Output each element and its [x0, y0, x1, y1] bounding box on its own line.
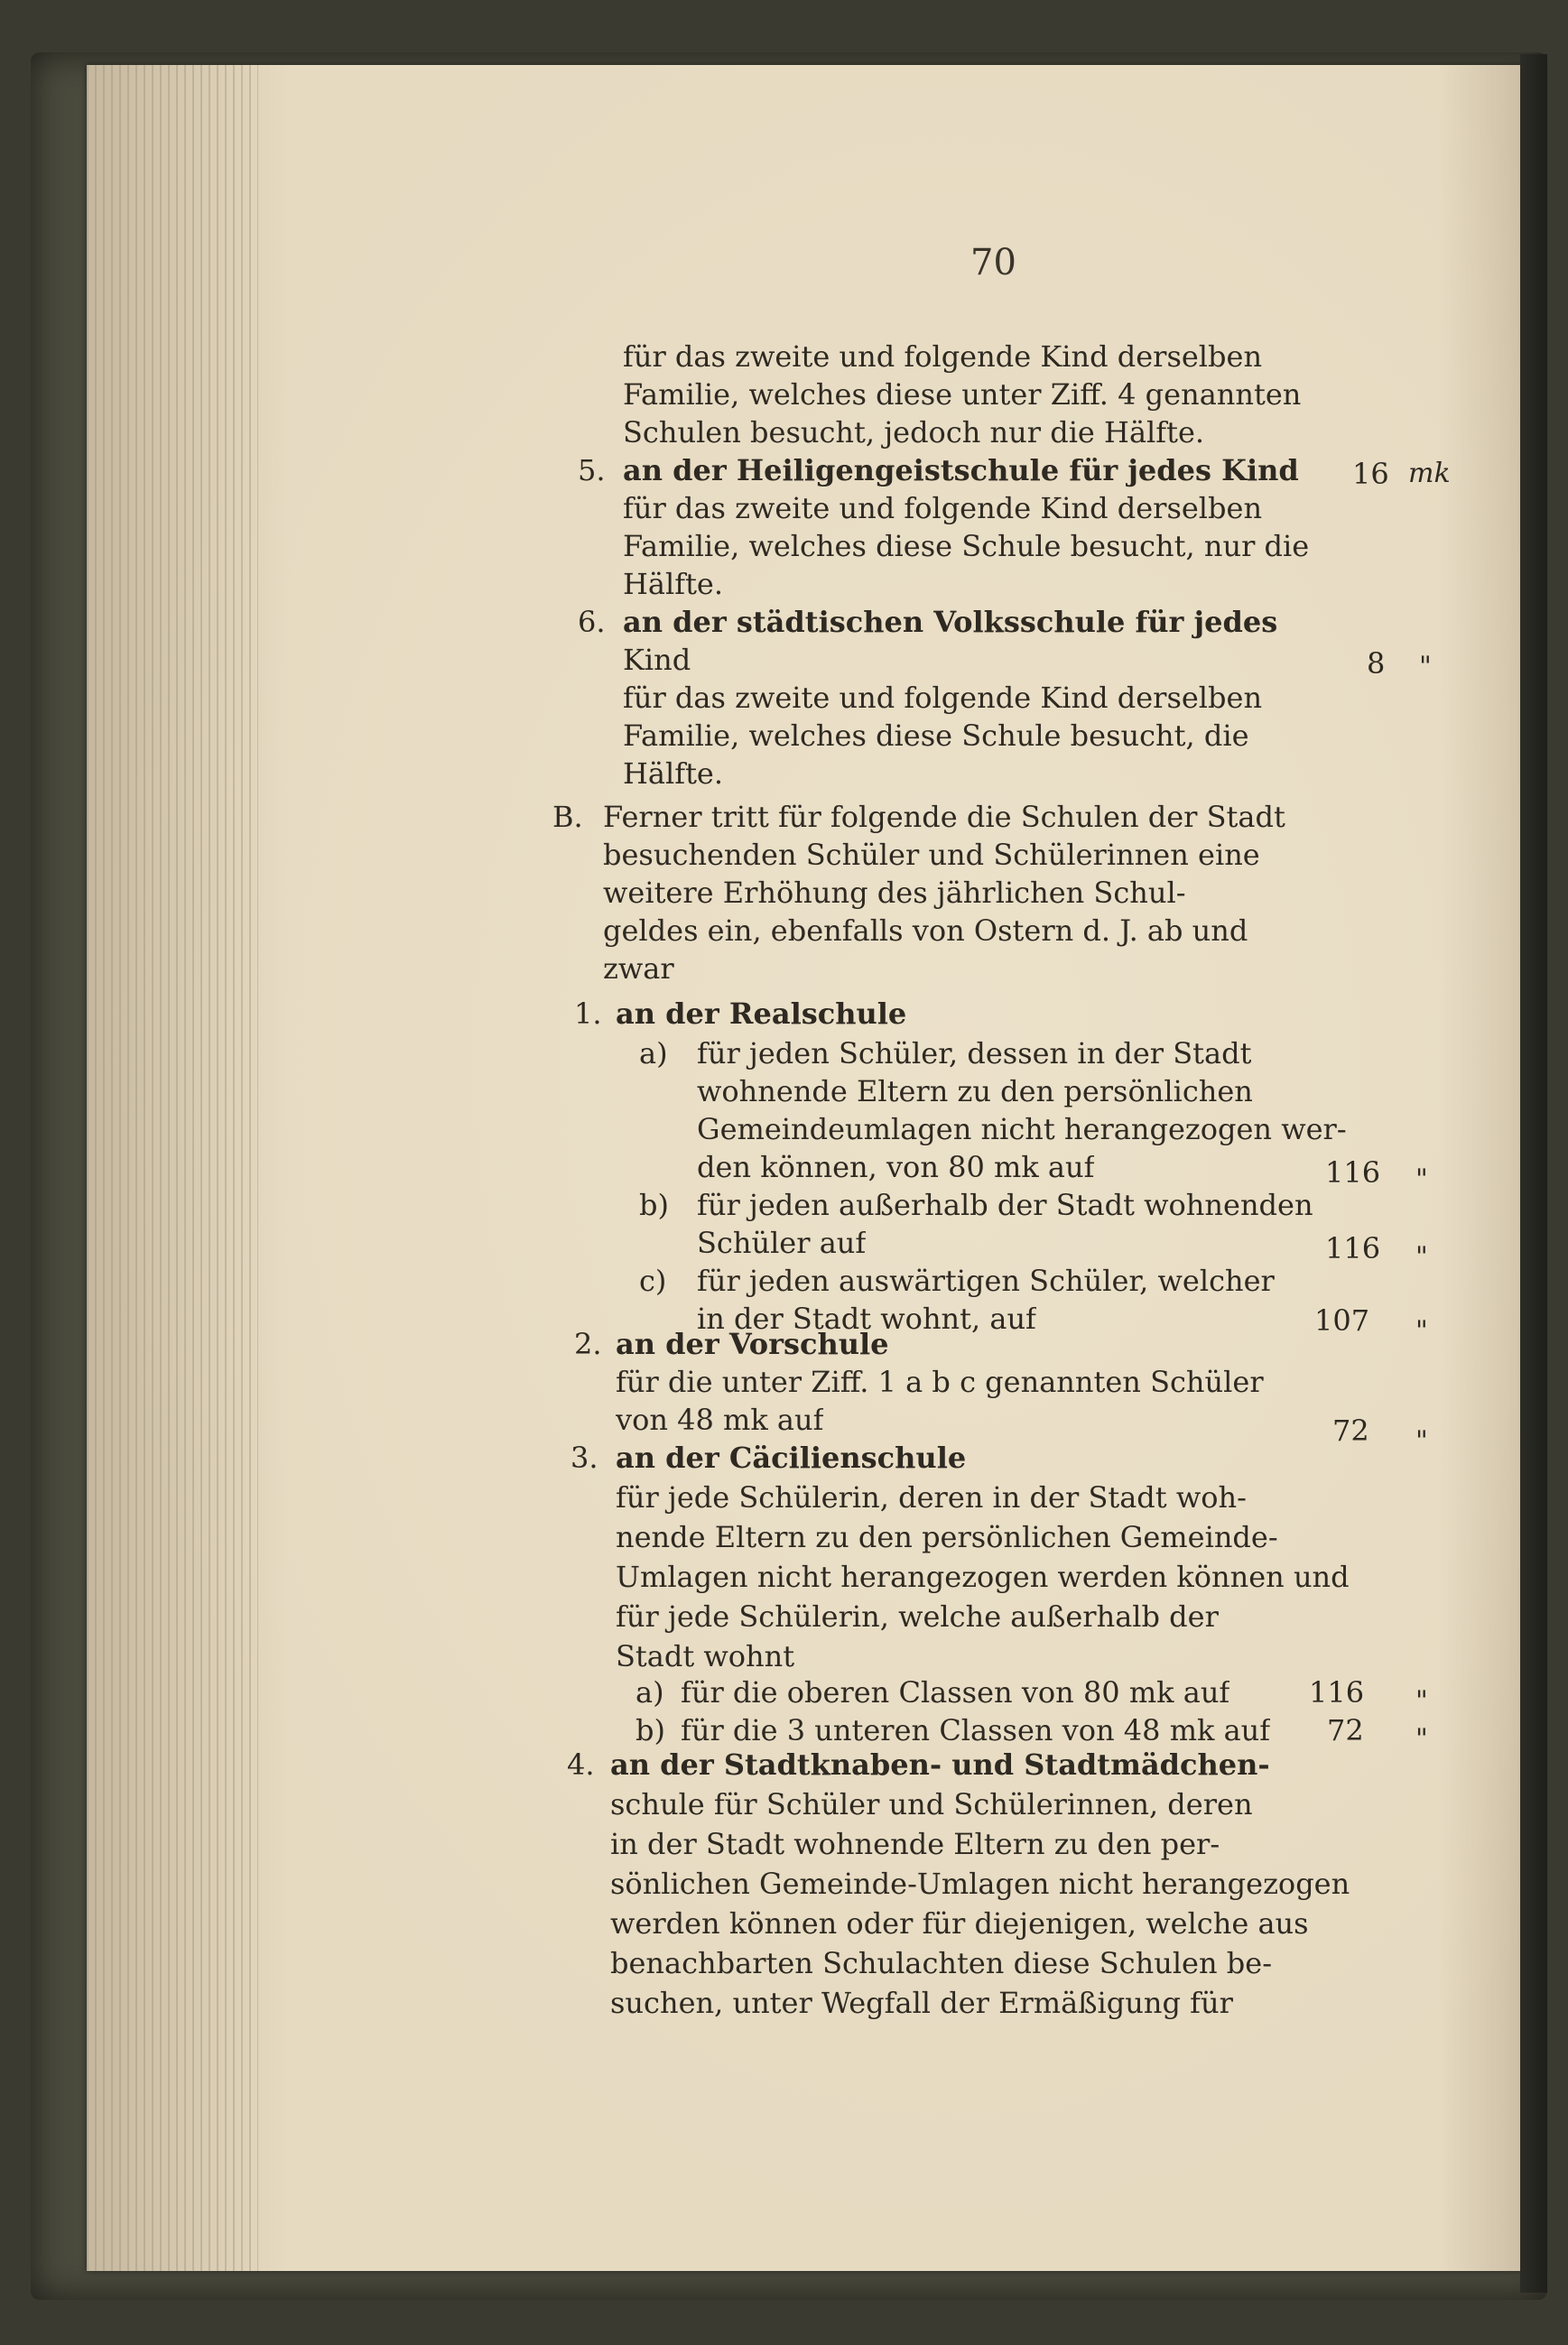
text-line: werden können oder für diejenigen, welche aus [610, 1906, 1309, 1941]
currency-mark: mk [1408, 458, 1451, 489]
item-number: 2. [574, 1327, 602, 1361]
ditto-mark: " [1415, 1163, 1428, 1195]
text-line: für jede Schülerin, deren in der Stadt woh- [616, 1480, 1247, 1515]
text-line-heading: an der Vorschule [616, 1327, 889, 1361]
text-line-heading: an der Cäcilienschule [616, 1441, 967, 1475]
amount-value: 72 [1332, 1413, 1369, 1448]
sub-item-marker: a) [639, 1036, 668, 1071]
text-line: für jeden außerhalb der Stadt wohnenden [697, 1188, 1313, 1222]
ditto-mark: " [1415, 1723, 1428, 1755]
book-edge-shadow [1520, 54, 1547, 2293]
text-line: wohnende Eltern zu den persönlichen [697, 1074, 1253, 1108]
ditto-mark: " [1415, 1315, 1428, 1347]
text-line: besuchenden Schüler und Schülerinnen eine [603, 838, 1260, 872]
amount-value: 8 [1367, 646, 1386, 681]
text-line: benachbarten Schulachten diese Schulen be- [610, 1946, 1272, 1980]
text-line: für die unter Ziff. 1 a b c genannten Schüler [616, 1365, 1264, 1399]
text-line: Familie, welches diese Schule besucht, die [623, 718, 1249, 753]
sub-item-marker: a) [636, 1675, 664, 1710]
page-number: 70 [970, 242, 1016, 283]
text-line: Schüler auf [697, 1226, 867, 1260]
text-line-heading: an der Heiligengeistschule für jedes Kind [623, 453, 1299, 487]
text-line: von 48 mk auf [616, 1403, 824, 1437]
amount-value: 116 [1309, 1675, 1365, 1710]
ditto-mark: " [1419, 651, 1432, 682]
text-line: schule für Schüler und Schülerinnen, deren [610, 1787, 1253, 1821]
text-line: Umlagen nicht herangezogen werden können und [616, 1560, 1350, 1594]
text-line: weitere Erhöhung des jährlichen Schul- [603, 876, 1186, 910]
text-line: Familie, welches diese Schule besucht, nur die [623, 529, 1310, 563]
text-line: Schulen besucht, jedoch nur die Hälfte. [623, 415, 1205, 450]
text-line: in der Stadt wohnt, auf [697, 1302, 1036, 1336]
item-number: 5. [578, 453, 606, 487]
text-line: Gemeindeumlagen nicht herangezogen wer- [697, 1112, 1347, 1146]
text-line: für jeden Schüler, dessen in der Stadt [697, 1036, 1252, 1071]
text-line: für die oberen Classen von 80 mk auf [681, 1675, 1230, 1710]
text-line: Ferner tritt für folgende die Schulen der Stadt [603, 800, 1285, 834]
text-line: für jede Schülerin, welche außerhalb der [616, 1599, 1219, 1634]
text-line: Kind [623, 643, 691, 677]
text-line: Stadt wohnt [616, 1639, 795, 1673]
amount-value: 116 [1325, 1155, 1381, 1190]
section-marker: B. [552, 800, 583, 834]
text-line-heading: an der Realschule [616, 996, 907, 1031]
amount-value: 16 [1352, 457, 1389, 491]
ditto-mark: " [1415, 1425, 1428, 1457]
amount-value: 72 [1327, 1713, 1364, 1747]
text-line-heading: an der städtischen Volksschule für jedes [623, 605, 1278, 639]
amount-value: 107 [1314, 1303, 1370, 1338]
text-line: nende Eltern zu den persönlichen Gemeinde- [616, 1520, 1278, 1554]
text-line: zwar [603, 951, 674, 986]
sub-item-marker: c) [639, 1264, 667, 1298]
item-number: 3. [571, 1441, 598, 1475]
text-line: den können, von 80 mk auf [697, 1150, 1095, 1184]
text-line: geldes ein, ebenfalls von Ostern d. J. ab und [603, 913, 1248, 948]
item-number: 1. [574, 996, 602, 1031]
text-line: suchen, unter Wegfall der Ermäßigung für [610, 1986, 1233, 2020]
text-line: für das zweite und folgende Kind derselben [623, 339, 1263, 374]
text-line-heading: an der Stadtknaben- und Stadtmädchen- [610, 1747, 1270, 1782]
text-line: für das zweite und folgende Kind derselben [623, 491, 1263, 525]
text-line: Hälfte. [623, 567, 724, 601]
text-line: Familie, welches diese unter Ziff. 4 genannten [623, 377, 1302, 412]
item-number: 6. [578, 605, 606, 639]
amount-value: 116 [1325, 1231, 1381, 1265]
text-line: sönlichen Gemeinde-Umlagen nicht herangezogen [610, 1867, 1350, 1901]
item-number: 4. [567, 1747, 595, 1782]
text-line: für die 3 unteren Classen von 48 mk auf [681, 1713, 1271, 1747]
text-line: für das zweite und folgende Kind derselben [623, 681, 1263, 715]
sub-item-marker: b) [636, 1713, 665, 1747]
text-line: Hälfte. [623, 756, 724, 791]
text-line: in der Stadt wohnende Eltern zu den per- [610, 1827, 1220, 1861]
ditto-mark: " [1415, 1685, 1428, 1717]
sub-item-marker: b) [639, 1188, 669, 1222]
text-line: für jeden auswärtigen Schüler, welcher [697, 1264, 1275, 1298]
ditto-mark: " [1415, 1241, 1428, 1273]
